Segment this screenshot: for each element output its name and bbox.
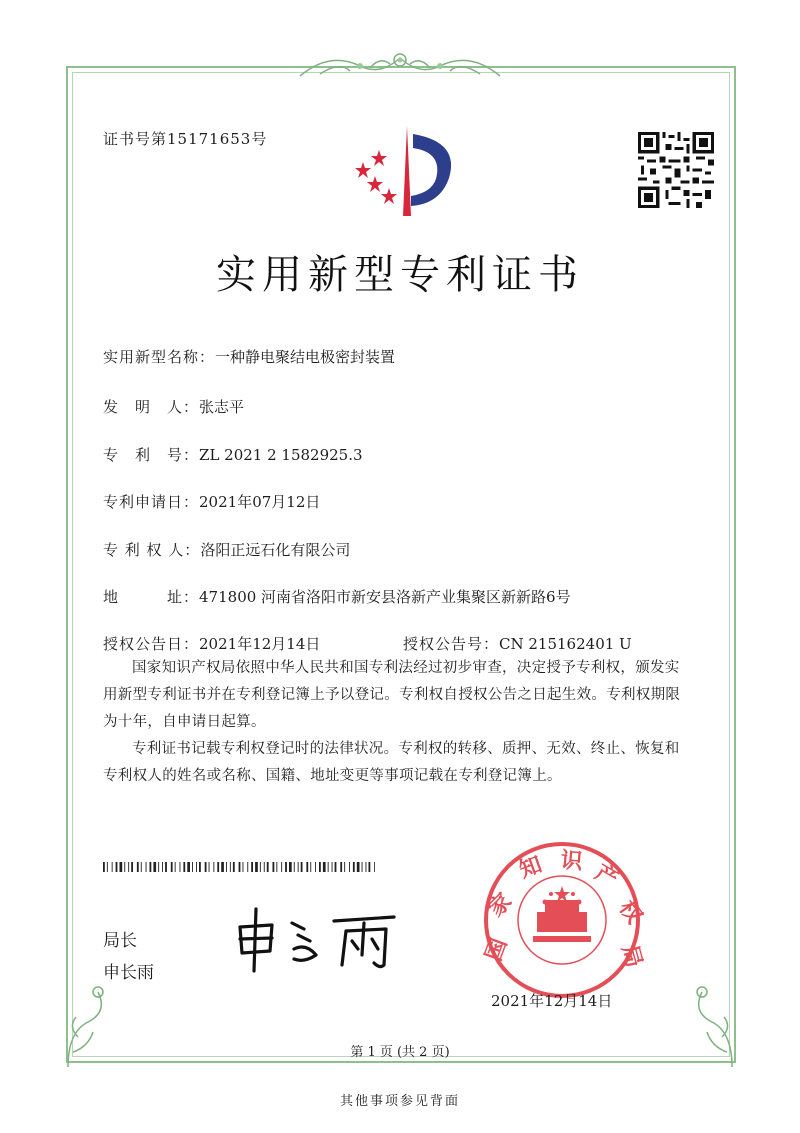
- address-label: 地 址：: [103, 588, 200, 606]
- filing-date-value: 2021年07月12日: [199, 493, 321, 511]
- publication-number-label: 授权公告号：: [403, 635, 500, 653]
- inventor-label: 发 明 人：: [103, 398, 200, 416]
- publication-number-value: CN 215162401 U: [499, 635, 632, 653]
- svg-text:局: 局: [616, 942, 648, 971]
- patentee-label: 专 利 权 人：: [103, 541, 201, 559]
- certificate-number: 证书号第15171653号: [103, 130, 268, 148]
- utility-model-name-value: 一种静电聚结电极密封装置: [215, 348, 396, 366]
- svg-text:国: 国: [480, 934, 513, 965]
- patent-number-value: ZL 2021 2 1582925.3: [199, 446, 363, 464]
- official-seal-icon: [475, 840, 650, 1000]
- filing-date-label: 专利申请日：: [103, 493, 200, 511]
- page-indicator: 第 1 页 (共 2 页): [350, 1045, 450, 1060]
- barcode-strip: [103, 862, 375, 872]
- utility-model-name-row: [103, 346, 395, 367]
- cnipa-logo-icon: [345, 124, 465, 220]
- inventor-row: [103, 396, 244, 417]
- director-name: 申长雨: [103, 963, 154, 983]
- grant-paragraph: 国家知识产权局依照中华人民共和国专利法经过初步审查，决定授予专利权，颁发实用新型专利证书并在专利登记簿上予以登记。专利权自授权公告之日起生效。专利权期限为十年，自申请日起算。: [103, 660, 681, 730]
- certificate-title: 实用新型专利证书: [216, 252, 584, 298]
- top-ornament-icon: [290, 46, 510, 86]
- svg-text:识: 识: [559, 847, 584, 875]
- svg-text:家: 家: [483, 888, 518, 923]
- director-signature: [234, 905, 404, 975]
- publication-date-row: [103, 633, 320, 654]
- seal-date: 2021年12月14日: [491, 992, 613, 1010]
- publication-date-value: 2021年12月14日: [199, 635, 321, 653]
- patentee-row: [103, 539, 350, 560]
- director-title: 局长: [103, 931, 137, 951]
- address-row: [103, 586, 571, 607]
- publication-date-label: 授权公告日：: [103, 635, 200, 653]
- svg-text:权: 权: [613, 895, 648, 929]
- utility-model-name-label: 实用新型名称：: [103, 348, 216, 366]
- inventor-value: 张志平: [199, 398, 245, 416]
- footer-note: 其他事项参见背面: [339, 1094, 460, 1109]
- address-value: 471800 河南省洛阳市新安县洛新产业集聚区新新路6号: [199, 588, 571, 606]
- filing-date-row: [103, 491, 320, 512]
- patent-number-row: [103, 444, 363, 465]
- svg-text:产: 产: [590, 859, 623, 893]
- legal-status-paragraph: 专利证书记载专利权登记时的法律状况。专利权的转移、质押、无效、终止、恢复和专利权人的姓名或名称、国籍、地址变更等事项记载在专利登记簿上。: [103, 741, 680, 784]
- patentee-value: 洛阳正远石化有限公司: [200, 541, 351, 559]
- svg-text:知: 知: [515, 851, 546, 884]
- qr-code-icon: [638, 132, 714, 208]
- publication-number-row: [403, 633, 632, 654]
- patent-number-label: 专 利 号：: [103, 446, 200, 464]
